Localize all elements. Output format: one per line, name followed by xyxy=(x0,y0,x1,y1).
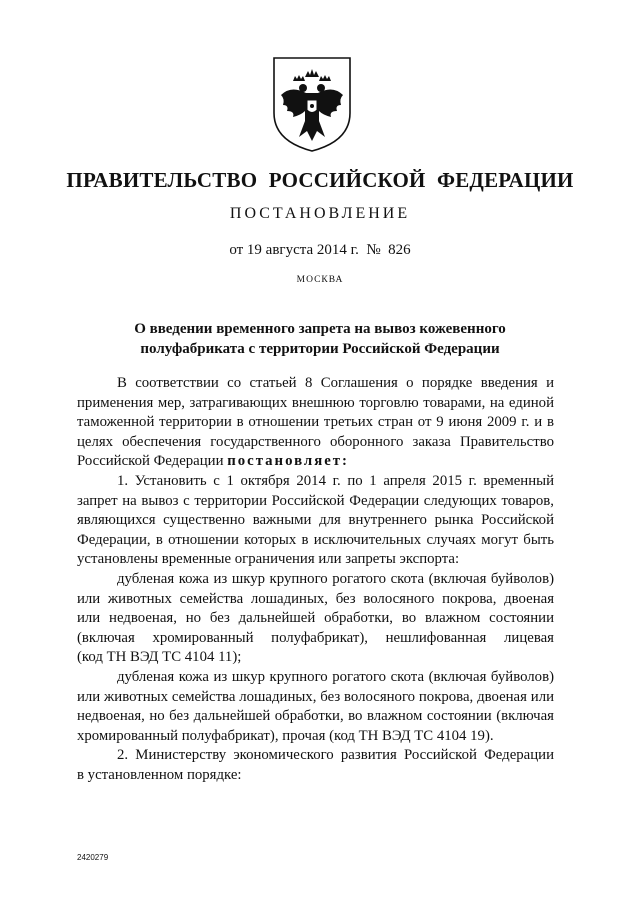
document-body xyxy=(77,374,554,785)
paragraph-goods-2 xyxy=(77,668,554,746)
text-line: (включая хромированный полуфабрикат), нешлифованная лицевая xyxy=(77,629,554,646)
paragraph-item-2 xyxy=(77,746,554,785)
text-line: в установленном порядке: xyxy=(77,766,242,783)
text-line: В соответствии со статьей 8 Соглашения о порядке введения и xyxy=(117,375,554,391)
text-line: (код ТН ВЭД ТС 4104 11); xyxy=(77,649,242,666)
text-line: применения мер, затрагивающих внешнюю торговлю товарами, на единой xyxy=(77,394,554,411)
document-date-number: от 19 августа 2014 г. № 826 xyxy=(229,242,411,258)
text-line: Федерации, в отношении которых в исключительных случаях могут быть xyxy=(77,531,554,548)
decree-keyword: постановляет: xyxy=(227,453,349,470)
government-title: ПРАВИТЕЛЬСТВО РОССИЙСКОЙ ФЕДЕРАЦИИ xyxy=(66,168,574,192)
text-line: дубленая кожа из шкур крупного рогатого скота (включая буйволов) xyxy=(117,668,554,685)
text-line: 1. Установить с 1 октября 2014 г. по 1 апреля 2015 г. временный xyxy=(117,472,554,489)
text-line: целях обеспечения государственного оборонного заказа Правительство xyxy=(77,433,554,450)
paragraph-goods-1 xyxy=(77,570,554,668)
paragraph-item-1 xyxy=(77,472,554,570)
text-line: 2. Министерству экономического развития Российской Федерации xyxy=(117,747,554,764)
heading-line: О введении временного запрета на вывоз кожевенного xyxy=(134,321,506,337)
text-fragment: Российской Федерации xyxy=(77,453,228,470)
text-line: или животных семейства лошадиных, без волосяного покрова, двоеная xyxy=(77,590,554,607)
document-city: МОСКВА xyxy=(296,275,344,285)
text-line: дубленая кожа из шкур крупного рогатого скота (включая буйволов) xyxy=(117,570,554,587)
document-type: ПОСТАНОВЛЕНИЕ xyxy=(229,205,411,222)
text-line: запрет на вывоз с территории Российской Федерации следующих товаров, xyxy=(77,492,554,509)
paragraph-preamble xyxy=(77,374,554,472)
text-line: хромированный полуфабрикат), прочая (код ТН ВЭД ТС 4104 19). xyxy=(77,727,494,744)
coat-of-arms-emblem xyxy=(271,55,353,153)
text-line: являющихся существенно важными для внутреннего рынка Российской xyxy=(77,512,554,529)
text-line: недвоеная, но без дальнейшей обработки, во влажном состоянии (включая xyxy=(77,708,554,725)
text-line: или недвоеная, но без дальнейшей обработки, во влажном состоянии xyxy=(77,610,554,627)
text-line xyxy=(77,452,554,472)
text-line: или животных семейства лошадиных, без волосяного покрова, двоеная или xyxy=(77,688,554,705)
document-heading xyxy=(80,319,560,359)
text-line: таможенной территории в отношении третьих стран от 9 июня 2009 г. и в xyxy=(77,414,554,431)
document-code: 2420279 xyxy=(77,853,109,862)
text-line: установлены временные ограничения или запреты экспорта: xyxy=(77,551,460,568)
heading-line: полуфабриката с территории Российской Федерации xyxy=(140,341,500,357)
